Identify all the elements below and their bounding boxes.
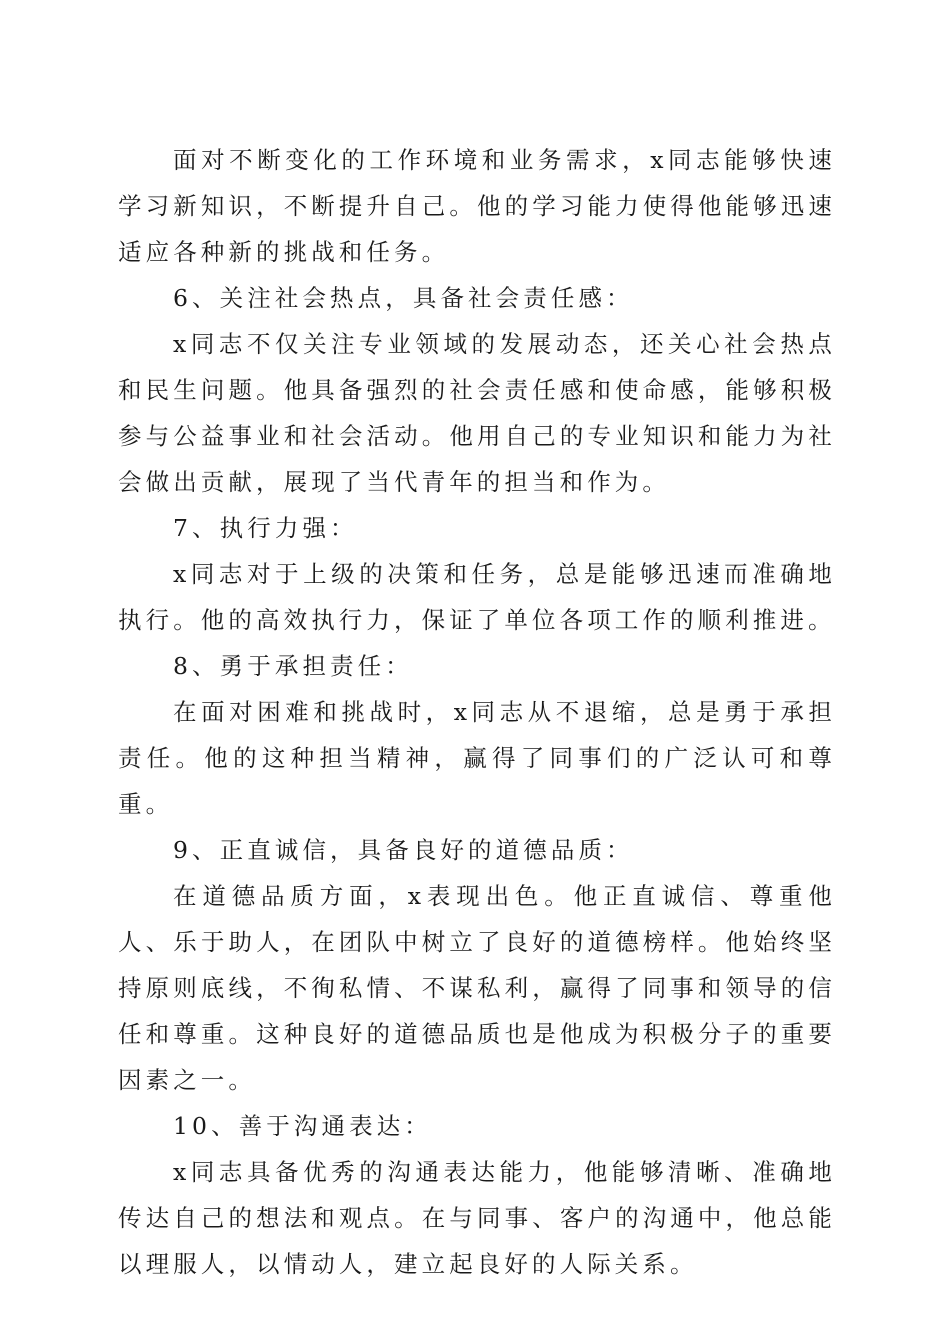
heading-integrity: 9、正直诚信，具备良好的道德品质： [173, 836, 634, 864]
heading-communication: 10、善于沟通表达： [173, 1112, 432, 1140]
heading-responsibility: 8、勇于承担责任： [173, 652, 413, 680]
paragraph-integrity: 在道德品质方面，x表现出色。他正直诚信、尊重他人、乐于助人，在团队中树立了良好的道德榜样。他始终坚持原则底线，不徇私情、不谋私利，赢得了同事和领导的信任和尊重。这种良好的道德品质也是他成为积极分子的重要因素之一。 [118, 882, 836, 1094]
document-body [118, 137, 836, 1287]
heading-execution: 7、执行力强： [173, 514, 358, 542]
heading-social-responsibility: 6、关注社会热点，具备社会责任感： [173, 284, 634, 312]
paragraph-communication: x同志具备优秀的沟通表达能力，他能够清晰、准确地传达自己的想法和观点。在与同事、客户的沟通中，他总能以理服人，以情动人，建立起良好的人际关系。 [118, 1158, 836, 1278]
paragraph-learning-ability: 面对不断变化的工作环境和业务需求，x同志能够快速学习新知识，不断提升自己。他的学习能力使得他能够迅速适应各种新的挑战和任务。 [118, 146, 836, 266]
paragraph-execution: x同志对于上级的决策和任务，总是能够迅速而准确地执行。他的高效执行力，保证了单位各项工作的顺利推进。 [118, 560, 836, 634]
paragraph-social-responsibility: x同志不仅关注专业领域的发展动态，还关心社会热点和民生问题。他具备强烈的社会责任感和使命感，能够积极参与公益事业和社会活动。他用自己的专业知识和能力为社会做出贡献，展现了当代青年的担当和作为。 [118, 330, 836, 496]
paragraph-responsibility: 在面对困难和挑战时，x同志从不退缩，总是勇于承担责任。他的这种担当精神，赢得了同事们的广泛认可和尊重。 [118, 698, 836, 818]
